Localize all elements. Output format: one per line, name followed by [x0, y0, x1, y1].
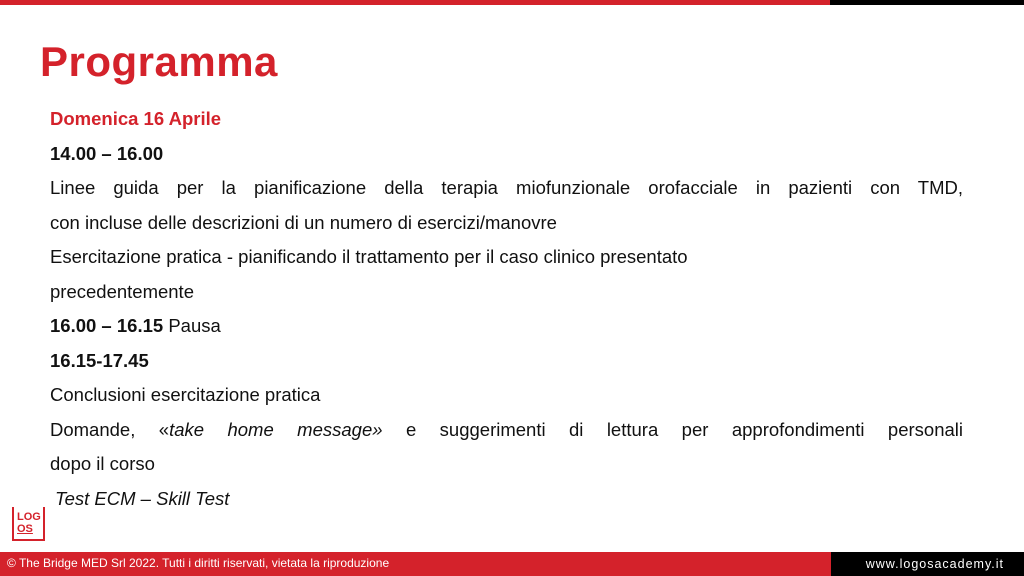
slot-description: Esercitazione pratica - pianificando il trattamento per il caso clinico presentato [50, 246, 688, 267]
slot-description: con incluse delle descrizioni di un numero di esercizi/manovre [50, 211, 557, 233]
logo-text: LOG [17, 511, 41, 523]
slot-time: 16.15-17.45 [50, 349, 149, 371]
text-fragment: Domande, « [50, 418, 170, 440]
slot-time: 14.00 – 16.00 [50, 142, 164, 164]
day-heading: Domenica 16 Aprile [50, 108, 222, 129]
text-fragment: e suggerimenti di lettura per approfondimenti personali [382, 418, 963, 440]
program-content [50, 102, 963, 516]
footer-website-link[interactable]: www.logosacademy.it [831, 552, 1024, 576]
slot-description: dopo il corso [50, 453, 155, 474]
break-line [50, 309, 963, 344]
slot-description [50, 413, 963, 448]
break-label: Pausa [168, 315, 221, 336]
slot-description: precedentemente [50, 280, 194, 302]
logos-logo [12, 507, 45, 541]
text-fragment-italic: take home message» [169, 418, 383, 440]
slot-description: Linee guida per la pianificazione della terapia miofunzionale orofacciale in pazienti con TMD, [50, 177, 963, 198]
logo-text: OS [17, 523, 33, 535]
footer-copyright: © The Bridge MED Srl 2022. Tutti i diritti riservati, vietata la riproduzione [0, 552, 831, 576]
top-accent-bar [0, 0, 830, 5]
slot-time: 16.00 – 16.15 [50, 315, 164, 336]
page-title: Programma [40, 38, 278, 85]
test-line: Test ECM – Skill Test [55, 487, 230, 509]
slot-description: Conclusioni esercitazione pratica [50, 384, 321, 405]
top-dark-bar [830, 0, 1024, 5]
